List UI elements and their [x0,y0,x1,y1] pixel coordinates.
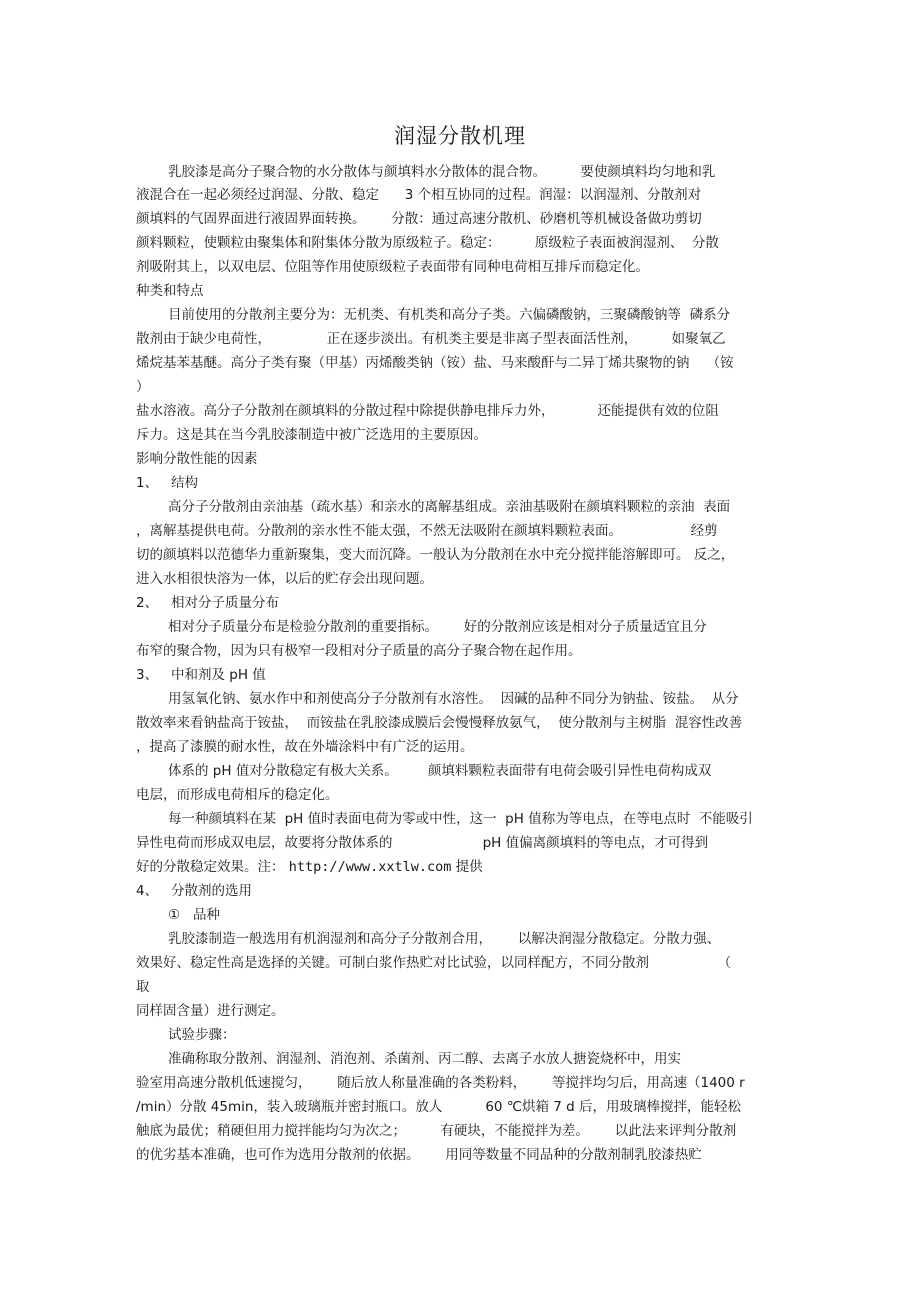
paragraph-line: /min）分散 45min，装入玻璃瓶并密封瓶口。放人 60 ℃烘箱 7 d 后，用玻璃棒搅拌，能轻松 [136,1099,742,1115]
subsection-heading: 3、 中和剂及 pH 值 [136,667,266,683]
paragraph-line: 的优劣基本准确，也可作为选用分散剂的依据。 用同等数量不同品种的分散剂制乳胶漆热贮 [136,1147,702,1163]
list-heading: ① 品种 [168,907,220,923]
paragraph-line: 电层，而形成电荷相斥的稳定化。 [136,787,339,803]
paragraph-line: 斥力。这是其在当今乳胶漆制造中被广泛选用的主要原因。 [136,427,487,443]
paragraph-line: 颜填料的气固界面进行液固界面转换。 分散：通过高速分散机、砂磨机等机械设备做功剪切 [136,211,702,227]
paragraph-line: 验室用高速分散机低速搅匀， 随后放人称量准确的各类粉料， 等搅拌均匀后，用高速（1400 r [136,1075,745,1091]
note-text: 好的分散稳定效果。注： [136,859,285,875]
paragraph-line: 乳胶漆制造一般选用有机润湿剂和高分子分散剂合用， 以解决润湿分散稳定。分散力强、 [168,931,721,947]
paragraph-line: 液混合在一起必须经过润湿、分散、稳定 3 个相互协同的过程。润湿：以润湿剂、分散剂对 [136,187,702,203]
paragraph-line: 布窄的聚合物，因为只有极窄一段相对分子质量的高分子聚合物在起作用。 [136,643,582,659]
document-title: 润湿分散机理 [394,124,526,148]
subsection-heading: 4、 分散剂的选用 [136,883,252,899]
paragraph-line: 颜料颗粒，使颗粒由聚集体和附集体分散为原级粒子。稳定： 原级粒子表面被润湿剂、 分散 [136,235,719,251]
paragraph-line: 切的颜填料以范德华力重新聚集，变大而沉降。一般认为分散剂在水中充分搅拌能溶解即可。 反之， [136,547,735,563]
note-suffix: 提供 [455,859,483,875]
source-url: http://www.xxtlw.com [288,859,452,875]
paragraph-line: 效果好、稳定性高是选择的关键。可制白浆作热贮对比试验，以同样配方，不同分散剂 （ [136,955,732,971]
section-heading: 影响分散性能的因素 [136,451,258,467]
subsection-heading: 1、 结构 [136,475,198,491]
paragraph-line [136,858,483,876]
paragraph-line: ，提高了漆膜的耐水性，故在外墙涂料中有广泛的运用。 [136,739,474,755]
paragraph-line: ） [136,379,150,395]
paragraph-line: 相对分子质量分布是检验分散剂的重要指标。 好的分散剂应该是相对分子质量适宜且分 [168,619,707,635]
paragraph-line: 目前使用的分散剂主要分为：无机类、有机类和高分子类。六偏磷酸钠，三聚磷酸钠等 磷系分 [168,307,731,323]
paragraph-line: 取 [136,979,150,995]
paragraph-line: 散剂由于缺少电荷性， 正在逐步淡出。有机类主要是非离子型表面活性剂， 如聚氧乙 [136,331,726,347]
section-heading: 种类和特点 [136,283,204,299]
paragraph-line: 烯烷基苯基醚。高分子类有聚（甲基）丙烯酸类钠（铵）盐、马来酸酐与二异丁烯共聚物的钠 （铵 [136,355,734,371]
paragraph-line: 乳胶漆是高分子聚合物的水分散体与颜填料水分散体的混合物。 要使颜填料均匀地和乳 [168,164,716,180]
paragraph-line: 高分子分散剂由亲油基（疏水基）和亲水的离解基组成。亲油基吸附在颜填料颗粒的亲油 表面 [168,499,731,515]
paragraph-line: 准确称取分散剂、润湿剂、消泡剂、杀菌剂、丙二醇、去离子水放人搪瓷烧杯中，用实 [168,1051,681,1067]
paragraph-line: 盐水溶液。高分子分散剂在颜填料的分散过程中除提供静电排斥力外， 还能提供有效的位阻 [136,403,719,419]
subsection-heading: 2、 相对分子质量分布 [136,595,279,611]
paragraph-line: 进入水相很快溶为一体，以后的贮存会出现问题。 [136,571,433,587]
paragraph-line: 试验步骤： [168,1027,236,1043]
paragraph-line: 体系的 pH 值对分散稳定有极大关系。 颜填料颗粒表面带有电荷会吸引异性电荷构成双 [168,763,712,779]
paragraph-line: 每一种颜填料在某 pH 值时表面电荷为零或中性，这一 pH 值称为等电点，在等电点时 不能吸引 [168,811,753,827]
paragraph-line: ，离解基提供电荷。分散剂的亲水性不能太强，不然无法吸附在颜填料颗粒表面。 经剪 [136,523,718,539]
paragraph-line: 散效率来看钠盐高于铵盐， 而铵盐在乳胶漆成膜后会慢慢释放氨气， 使分散剂与主树脂 混容性改善 [136,715,743,731]
paragraph-line: 剂吸附其上，以双电层、位阻等作用使原级粒子表面带有同种电荷相互排斥而稳定化。 [136,259,649,275]
paragraph-line: 用氢氧化钠、氨水作中和剂使高分子分散剂有水溶性。 因碱的品种不同分为钠盐、铵盐。 从分 [168,691,739,707]
paragraph-line: 同样固含量）进行测定。 [136,1003,285,1019]
paragraph-line: 触底为最优；稍硬但用力搅拌能均匀为次之； 有硬块，不能搅拌为差。 以此法来评判分散剂 [136,1123,737,1139]
paragraph-line: 异性电荷而形成双电层，故要将分散体系的 pH 值偏离颜填料的等电点，才可得到 [136,835,709,851]
